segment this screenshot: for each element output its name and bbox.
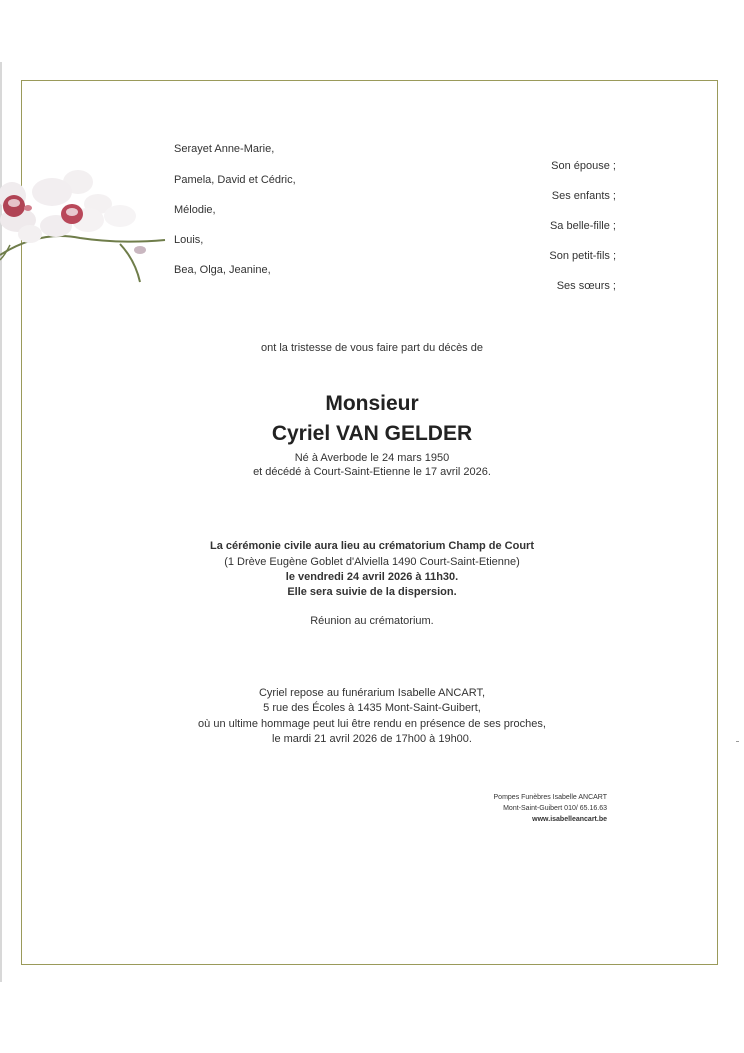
orchid-decoration-icon — [0, 160, 190, 290]
repose-address: 5 rue des Écoles à 1435 Mont-Saint-Guibert, — [263, 702, 481, 714]
ceremony-date: le vendredi 24 avril 2026 à 11h30. — [285, 571, 459, 583]
reunion-info: Réunion au crématorium. — [310, 615, 434, 627]
relative-name: Bea, Olga, Jeanine, — [174, 264, 271, 276]
ceremony-dispersion: Elle sera suivie de la dispersion. — [287, 586, 457, 598]
repose-date: le mardi 21 avril 2026 de 17h00 à 19h00. — [272, 733, 472, 745]
deceased-name: Cyriel VAN GELDER — [271, 422, 473, 445]
ceremony-venue: La cérémonie civile aura lieu au crématorium Champ de Court — [210, 540, 534, 552]
relative-name: Pamela, David et Cédric, — [174, 174, 296, 186]
death-info: et décédé à Court-Saint-Etienne le 17 avril 2026. — [253, 466, 491, 478]
relative-relation: Ses sœurs ; — [556, 280, 616, 292]
funeral-home-phone: Mont-Saint-Guibert 010/ 65.16.63 — [503, 805, 607, 812]
announcement-intro: ont la tristesse de vous faire part du décès de — [261, 342, 483, 354]
relative-name: Louis, — [174, 234, 204, 246]
relative-relation: Son épouse ; — [551, 160, 616, 172]
relative-relation: Son petit-fils ; — [549, 250, 616, 262]
deceased-title: Monsieur — [325, 392, 419, 415]
ceremony-address: (1 Drève Eugène Goblet d'Alviella 1490 Court-Saint-Etienne) — [224, 556, 520, 568]
repose-line: où un ultime hommage peut lui être rendu en présence de ses proches, — [198, 718, 546, 730]
relative-relation: Sa belle-fille ; — [549, 220, 616, 232]
scan-mark — [736, 741, 739, 742]
repose-line: Cyriel repose au funérarium Isabelle ANCART, — [258, 687, 485, 699]
relative-relation: Ses enfants ; — [551, 190, 616, 202]
relative-name: Serayet Anne-Marie, — [174, 143, 275, 155]
birth-info: Né à Averbode le 24 mars 1950 — [294, 452, 450, 464]
funeral-home-website: www.isabelleancart.be — [532, 816, 607, 823]
funeral-home-name: Pompes Funèbres Isabelle ANCART — [493, 794, 607, 801]
relative-name: Mélodie, — [174, 204, 216, 216]
